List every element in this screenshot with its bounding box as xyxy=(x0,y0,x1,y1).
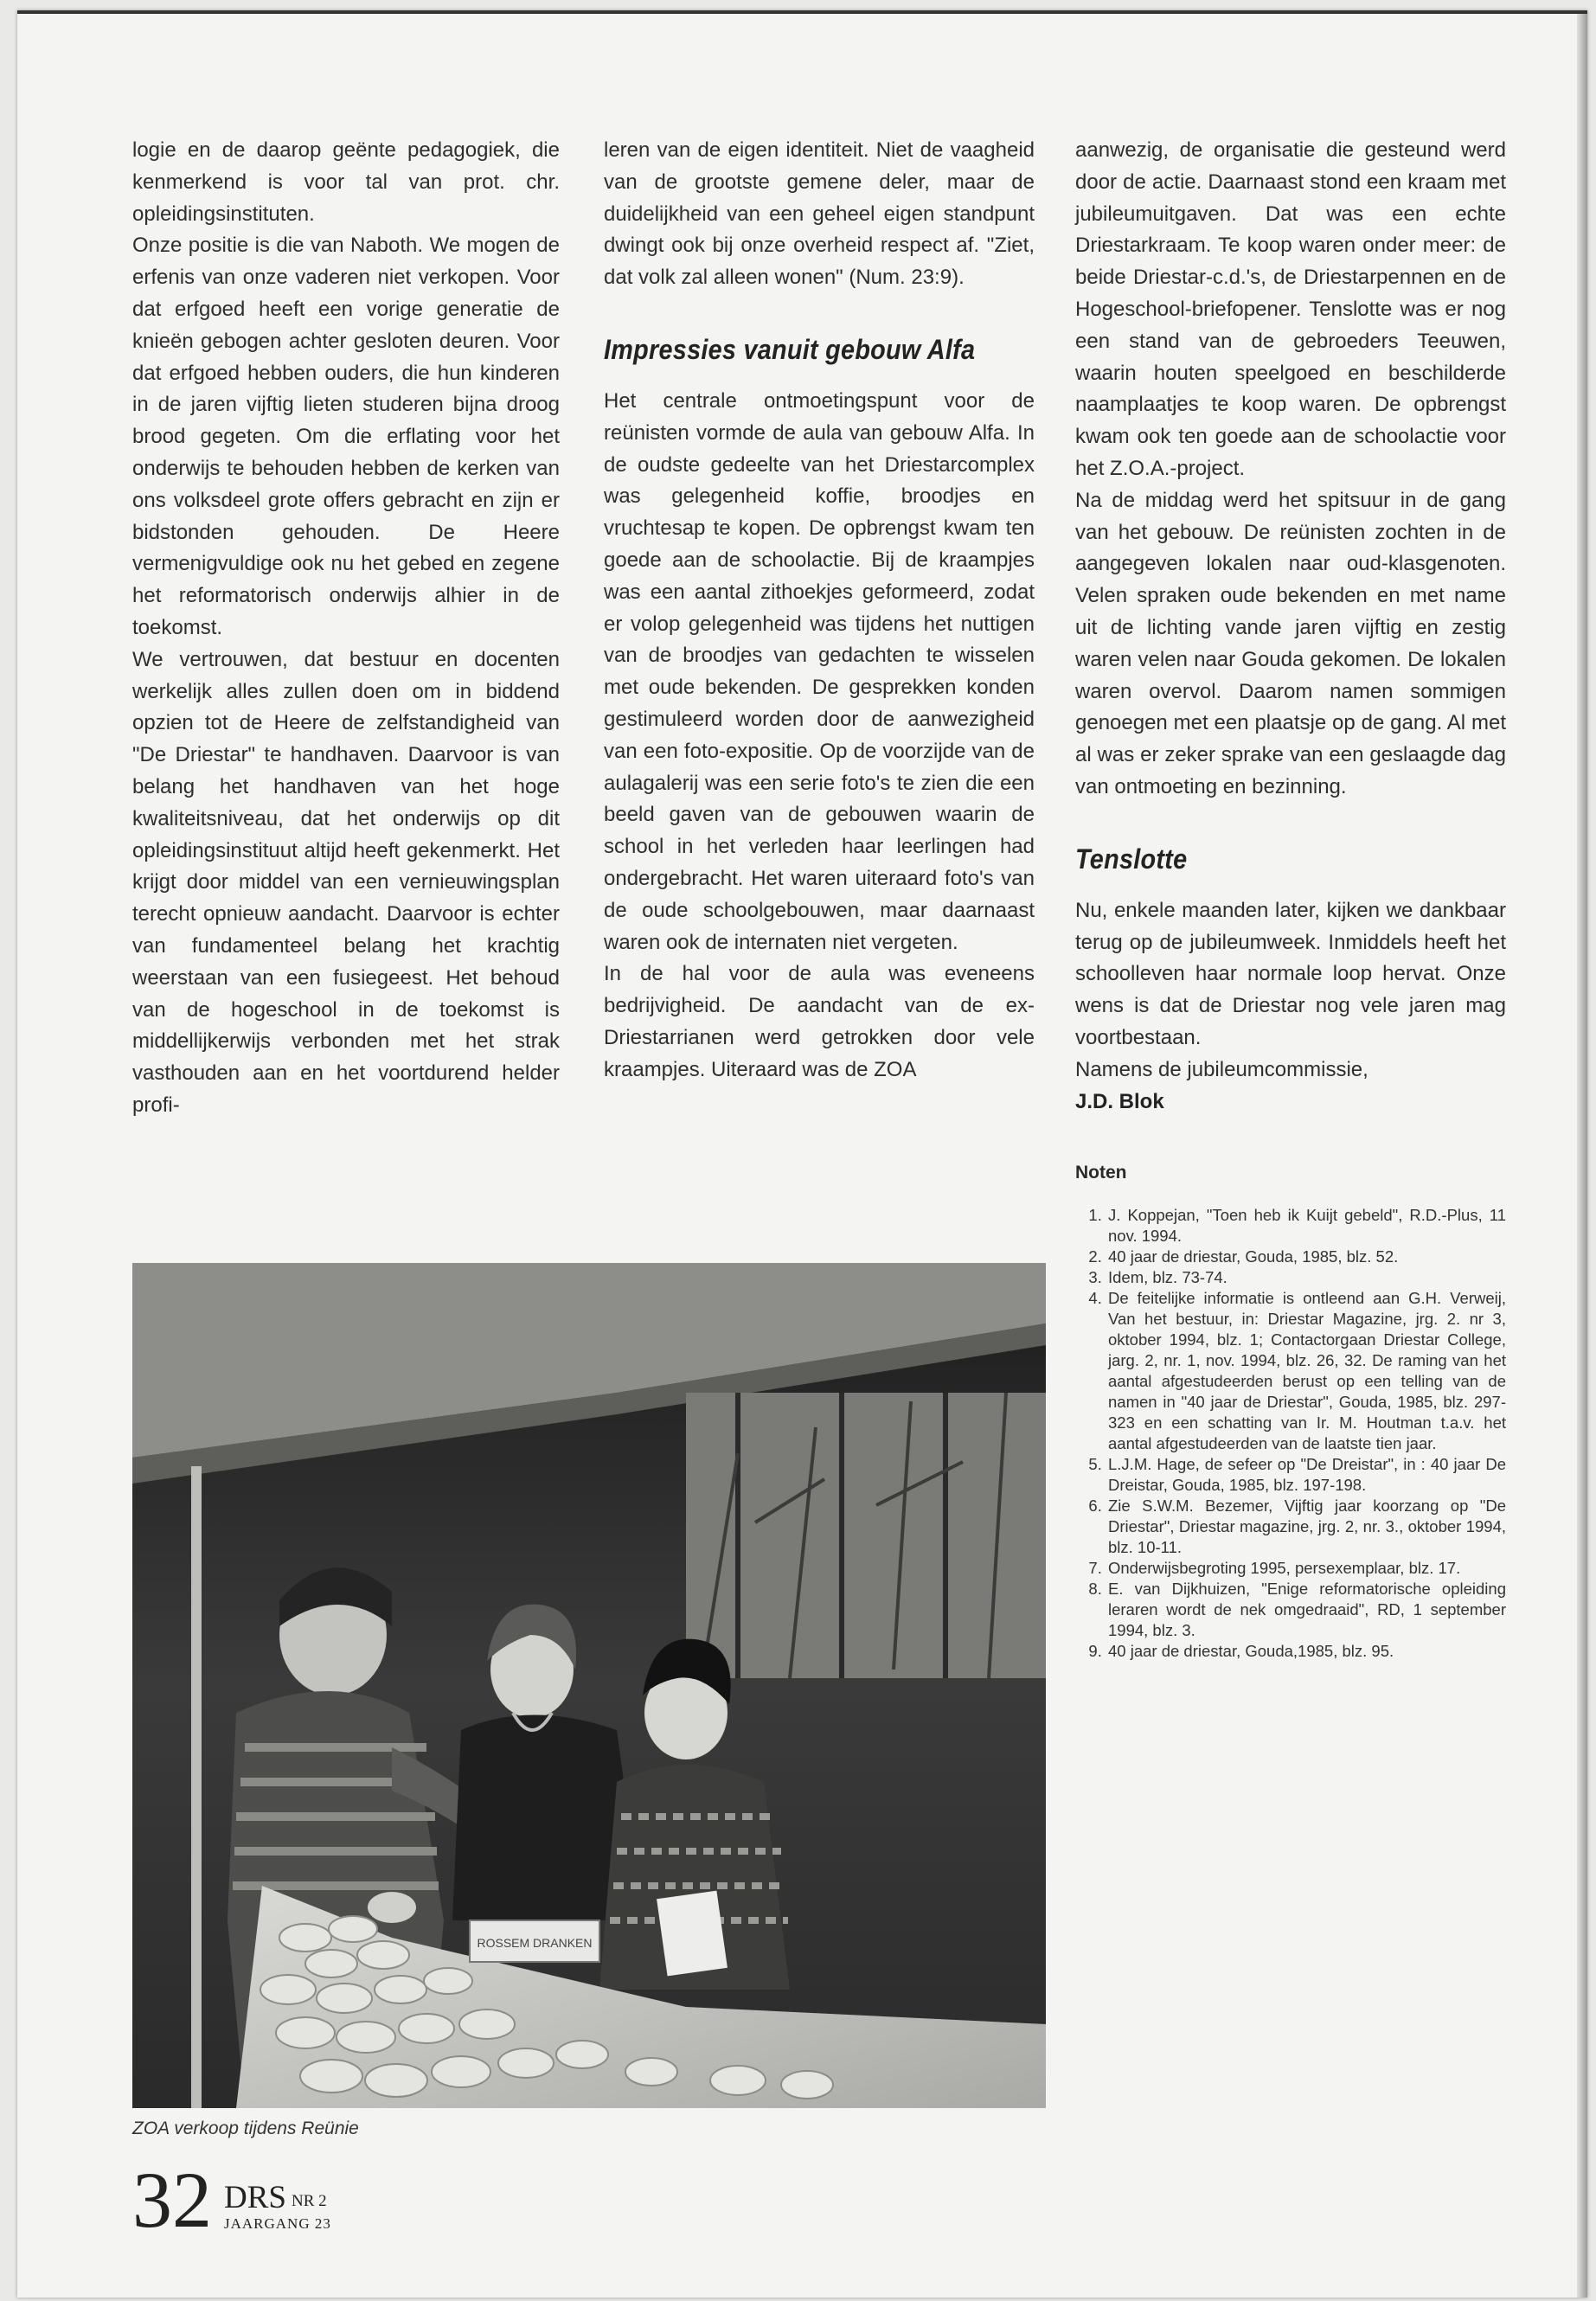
paragraph: aanwezig, de organisatie die gesteund werd door de actie. Daarnaast stond een kraam met jubileumuitgaven. Dat was een echte Driestarkraam. Te koop waren onder meer: de beide Driestar-c.d.'s, de Driestarpennen en de Hogeschool-briefopener. Tenslotte was er nog een stand van de gebroeders Teeuwen, waarin houten speelgoed en beschilderde naamplaatjes te koop waren. De opbrengst kwam ook ten goede aan de schoolactie voor het Z.O.A.-project. xyxy=(1075,138,1506,480)
text-column-3 xyxy=(1075,135,1506,1662)
volume-label: JAARGANG 23 xyxy=(224,2215,331,2232)
notes-list xyxy=(1075,1205,1506,1662)
note-item: 1. J. Koppejan, "Toen heb ik Kuijt gebeld", R.D.-Plus, 11 nov. 1994. xyxy=(1106,1205,1506,1247)
note-item: 7. Onderwijsbegroting 1995, persexemplaar, blz. 17. xyxy=(1106,1558,1506,1579)
magazine-page xyxy=(17,10,1587,2298)
paragraph: Na de middag werd het spitsuur in de gang van het gebouw. De reünisten zochten in de aangegeven lokalen naar oud-klasgenoten. Velen spraken oude bekenden en met name uit de lichting vande jaren vijftig en zestig waren velen naar Gouda gekomen. De lokalen waren overvol. Daarom namen sommigen genoegen met een plaatsje op de gang. Al met al was er zeker sprake van een geslaagde dag van ontmoeting en bezinning. xyxy=(1075,488,1506,798)
note-item: 5. L.J.M. Hage, de sefeer op "De Dreistar", in : 40 jaar De Dreistar, Gouda, 1985, blz. 197-198. xyxy=(1106,1454,1506,1496)
paragraph: logie en de daarop geënte pedagogiek, die kenmerkend is voor tal van prot. chr. opleidingsinstituten. xyxy=(132,138,560,226)
note-item: 3. Idem, blz. 73-74. xyxy=(1106,1267,1506,1288)
photo-illustration xyxy=(132,1263,1046,2108)
section-heading: Tenslotte xyxy=(1075,843,1188,875)
paragraph: In de hal voor de aula was eveneens bedrijvigheid. De aandacht van de ex-Driestarrianen werd getrokken door vele kraampjes. Uiteraard was de ZOA xyxy=(604,962,1035,1081)
box-label: ROSSEM DRANKEN xyxy=(477,1936,593,1950)
text-column-1 xyxy=(132,135,560,1122)
page-footer xyxy=(132,2144,331,2244)
magazine-masthead xyxy=(224,2181,331,2233)
author-name: J.D. Blok xyxy=(1075,1089,1164,1113)
note-item: 4. De feitelijke informatie is ontleend aan G.H. Verweij, Van het bestuur, in: Driestar Magazine, jrg. 2. nr 3, oktober 1994, blz. 1; Contactorgaan Driestar College, jarg. 2, nr. 1, nov. 1994, blz. 26, 32. De raming van het aantal afgestudeerden berust op een telling van de namen in "40 jaar de Driestar", Gouda, 1985, blz. 297-323 en een schatting van Ir. M. Houtman t.a.v. het aantal afgestudeerden van de laatste tien jaar. xyxy=(1106,1288,1506,1454)
photo-caption: ZOA verkoop tijdens Reünie xyxy=(132,2118,359,2138)
magazine-name: DRS xyxy=(224,2180,286,2215)
section-heading: Impressies vanuit gebouw Alfa xyxy=(604,333,976,365)
paragraph: Het centrale ontmoetingspunt voor de reünisten vormde de aula van gebouw Alfa. In de oudste gedeelte van het Driestarcomplex was gelegenheid koffie, broodjes en vruchtesap te kopen. De opbrengst kwam ten goede aan de schoolactie. Bij de kraampjes was een aantal zithoekjes geformeerd, zodat er volop gelegenheid was tijdens het nuttigen van de broodjes van gedachten te wisselen met oude bekenden. De gesprekken konden gestimuleerd worden door de aanwezigheid van een foto-expositie. Op de voorzijde van de aulagalerij was een serie foto's te zien die een beeld gaven van de gebouwen waarin de school in het verleden haar leerlingen had ondergebracht. Het waren uiteraard foto's van de oude schoolgebouwen, maar daarnaast waren ook de internaten niet vergeten. xyxy=(604,388,1035,954)
paragraph: leren van de eigen identiteit. Niet de vaagheid van de grootste gemene deler, maar de duidelijkheid van een geheel eigen standpunt dwingt ook bij onze overheid respect af. "Ziet, dat volk zal alleen wonen" (Num. 23:9). xyxy=(604,138,1035,290)
note-item: 2. 40 jaar de driestar, Gouda, 1985, blz. 52. xyxy=(1106,1247,1506,1267)
issue-number: NR 2 xyxy=(291,2192,327,2210)
paragraph: Onze positie is die van Naboth. We mogen de erfenis van onze vaderen niet verkopen. Voor dat erfgoed heeft een vorige generatie de knieën gebogen achter gesloten deuren. Voor dat erfgoed hebben ouders, die hun kinderen in de jaren vijftig lieten studeren bijna droog brood gegeten. Om die erflating voor het onderwijs te behouden hebben de kerken van ons volksdeel grote offers gebracht en zijn er bidstonden gehouden. De Heere vermenigvuldige ook nu het gebed en zegene het reformatorisch onderwijs alhier in de toekomst. xyxy=(132,234,560,639)
page-number: 32 xyxy=(132,2156,212,2244)
event-photo xyxy=(132,1263,1046,2108)
text-column-2 xyxy=(604,135,1035,1086)
note-item: 8. E. van Dijkhuizen, "Enige reformatorische opleiding leraren wordt de nek omgedraaid", RD, 1 september 1994, blz. 3. xyxy=(1106,1579,1506,1641)
note-item: 6. Zie S.W.M. Bezemer, Vijftig jaar koorzang op "De Driestar", Driestar magazine, jrg. 2, nr. 3., oktober 1994, blz. 10-11. xyxy=(1106,1496,1506,1558)
signoff-line: Namens de jubileumcommissie, xyxy=(1075,1057,1368,1081)
note-item: 9. 40 jaar de driestar, Gouda,1985, blz. 95. xyxy=(1106,1641,1506,1662)
paragraph: Nu, enkele maanden later, kijken we dankbaar terug op de jubileumweek. Inmiddels heeft het schoolleven haar normale loop hervat. Onze wens is dat de Driestar nog vele jaren mag voortbestaan. xyxy=(1075,898,1506,1049)
paragraph: We vertrouwen, dat bestuur en docenten werkelijk alles zullen doen om in biddend opzien tot de Heere de zelfstandigheid van "De Driestar" te handhaven. Daarvoor is van belang het handhaven van het hoge kwaliteitsniveau, dat het onderwijs op dit opleidingsinstituut altijd heeft gekenmerkt. Het krijgt door middel van een vernieuwingsplan terecht opnieuw aandacht. Daarvoor is echter van fundamenteel belang het krachtig weerstaan van een fusiegeest. Het behoud van de hogeschool in de toekomst is middellijkerwijs verbonden met het strak vasthouden aan en het voortdurend helder profi- xyxy=(132,647,560,1117)
notes-heading: Noten xyxy=(1075,1163,1127,1183)
